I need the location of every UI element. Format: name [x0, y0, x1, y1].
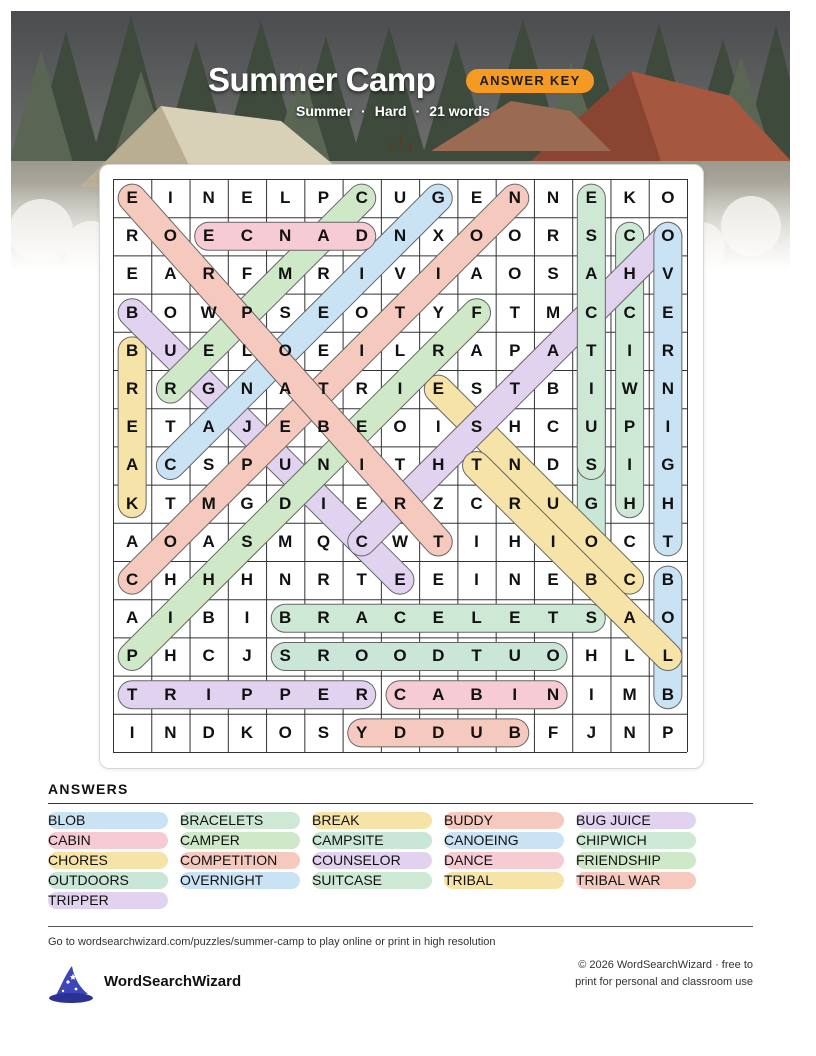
grid-letter: I [168, 608, 173, 628]
answer-key-badge: ANSWER KEY [466, 69, 594, 93]
grid-letter: L [394, 340, 406, 360]
answers-divider [48, 803, 753, 804]
grid-letter: W [200, 302, 217, 322]
grid-letter: I [244, 608, 250, 628]
grid-letter: M [201, 493, 216, 513]
grid-letter: T [126, 684, 138, 704]
grid-letter: A [355, 608, 368, 628]
grid-letter: E [317, 684, 330, 704]
grid-letter: O [163, 226, 178, 246]
grid-letter: S [470, 379, 483, 398]
answer-word: CHORES [48, 852, 168, 869]
grid-letter: I [627, 340, 632, 360]
answer-word: CANOEING [444, 832, 564, 849]
grid-letter: A [470, 340, 483, 360]
answer-word: BREAK [312, 812, 432, 829]
grid-letter: I [397, 379, 403, 398]
grid-letter: S [585, 455, 597, 475]
difficulty-label: Hard [374, 103, 407, 119]
grid-letter: B [470, 684, 483, 704]
grid-letter: H [202, 570, 215, 589]
grid-letter: G [202, 379, 216, 398]
grid-letter: R [661, 340, 674, 360]
grid-letter: A [623, 608, 636, 628]
grid-letter: O [508, 264, 522, 284]
grid-letter: K [240, 722, 254, 742]
grid-letter: H [164, 570, 177, 589]
answer-word: BLOB [48, 812, 168, 829]
grid-letter: H [508, 531, 521, 551]
grid-letter: A [470, 264, 483, 284]
grid-letter: B [202, 608, 215, 628]
grid-letter: C [355, 531, 368, 551]
grid-letter: U [279, 455, 292, 475]
grid-letter: E [356, 417, 368, 437]
grid-letter: R [355, 379, 368, 398]
answer-word: TRIBAL [444, 872, 564, 889]
grid-letter: C [125, 570, 139, 589]
grid-letter: S [202, 455, 215, 475]
grid-letter: O [661, 226, 675, 246]
grid-letter: E [470, 188, 483, 207]
grid-letter: D [393, 722, 407, 742]
grid-letter: V [662, 264, 674, 284]
grid-letter: A [125, 455, 139, 475]
grid-letter: Q [316, 531, 331, 551]
grid-letter: F [241, 264, 253, 284]
grid-letter: A [202, 417, 215, 437]
grid-letter: A [546, 340, 560, 360]
grid-letter: R [317, 646, 330, 666]
grid-letter: D [546, 455, 560, 475]
grid-letter: N [202, 188, 215, 207]
grid-letter: R [202, 264, 215, 284]
grid-letter: F [547, 722, 559, 742]
grid-letter: N [508, 570, 521, 589]
grid-letter: P [317, 188, 330, 207]
meta-separator: · [361, 103, 366, 119]
grid-letter: L [241, 340, 253, 360]
answer-word: CAMPSITE [312, 832, 432, 849]
answer-word: BUDDY [444, 812, 564, 829]
grid-letter: R [125, 226, 139, 246]
grid-letter: I [550, 531, 556, 551]
grid-letter: E [432, 570, 444, 589]
answer-word: SUITCASE [312, 872, 432, 889]
grid-letter: I [168, 188, 173, 207]
grid-letter: T [165, 493, 176, 513]
grid-letter: E [126, 417, 138, 437]
footer-divider [48, 926, 753, 927]
grid-letter: I [474, 531, 479, 551]
copyright-text: © 2026 WordSearchWizard · free to print for personal and classroom use [575, 959, 753, 988]
grid-letter: P [241, 684, 253, 704]
grid-letter: E [126, 264, 138, 284]
grid-letter: G [584, 493, 598, 513]
grid-letter: C [355, 188, 368, 207]
grid-letter: O [278, 340, 292, 360]
grid-letter: P [241, 302, 253, 322]
grid-letter: N [546, 188, 560, 207]
grid-letter: N [661, 379, 674, 398]
grid-letter: O [469, 226, 484, 246]
grid-letter: I [474, 570, 479, 589]
grid-letter: O [661, 188, 675, 207]
grid-letter: T [433, 531, 444, 551]
answer-word: OUTDOORS [48, 872, 168, 889]
brand-name: WordSearchWizard [104, 973, 242, 990]
grid-letter: J [586, 722, 597, 742]
answer-word: COMPETITION [180, 852, 300, 869]
grid-letter: E [317, 340, 330, 360]
grid-letter: C [393, 684, 407, 704]
grid-letter: J [242, 417, 252, 437]
grid-letter: B [585, 570, 598, 589]
grid-letter: U [546, 493, 560, 513]
grid-letter: H [585, 646, 598, 666]
grid-letter: N [240, 379, 254, 398]
grid-letter: E [432, 379, 444, 398]
grid-letter: F [471, 302, 482, 322]
answer-word: FRIENDSHIP [576, 852, 696, 869]
grid-letter: T [471, 646, 482, 666]
grid-letter: R [546, 226, 560, 246]
grid-letter: P [662, 722, 674, 742]
answer-word: TRIPPER [48, 892, 168, 909]
grid-letter: P [623, 417, 636, 437]
grid-letter: C [202, 646, 215, 666]
answer-word: CABIN [48, 832, 168, 849]
grid-letter: J [242, 646, 252, 666]
grid-letter: A [125, 608, 139, 628]
grid-letter: S [470, 417, 483, 437]
grid-letter: I [512, 684, 518, 704]
grid-letter: E [662, 302, 674, 322]
grid-letter: H [508, 417, 521, 437]
grid-letter: P [126, 646, 138, 666]
grid-letter: C [164, 455, 177, 475]
grid-letter: N [393, 226, 407, 246]
grid-letter: H [432, 455, 445, 475]
grid-letter: H [164, 646, 177, 666]
answer-word: TRIBAL WAR [576, 872, 696, 889]
grid-letter: U [470, 722, 483, 742]
meta-separator: · [415, 103, 421, 119]
grid-letter: I [665, 417, 671, 437]
grid-letter: O [661, 608, 675, 628]
grid-letter: N [508, 188, 521, 207]
grid-letter: A [432, 684, 445, 704]
grid-letter: E [317, 302, 330, 322]
grid-letter: T [509, 302, 520, 322]
grid-letter: S [585, 226, 597, 246]
grid-letter: B [125, 302, 139, 322]
grid-letter: B [661, 570, 674, 589]
grid-letter: L [471, 608, 482, 628]
grid-letter: H [661, 493, 674, 513]
grid-letter: R [393, 493, 407, 513]
grid-letter: R [432, 340, 445, 360]
grid-letter: K [623, 188, 636, 207]
word-count-label: 21 words [429, 103, 490, 119]
grid-letter: T [471, 455, 482, 475]
grid-letter: E [126, 188, 138, 207]
grid-letter: E [585, 188, 597, 207]
grid-letter: S [585, 608, 597, 628]
grid-letter: D [432, 722, 445, 742]
grid-letter: D [279, 493, 292, 513]
grid-letter: R [164, 684, 177, 704]
grid-letter: C [623, 570, 636, 589]
grid-letter: S [241, 531, 253, 551]
theme-label: Summer [296, 103, 353, 119]
grid-letter: S [547, 264, 559, 284]
grid-letter: O [393, 646, 407, 666]
letter-grid [113, 179, 687, 752]
grid-letter: C [585, 302, 598, 322]
grid-letter: R [317, 608, 330, 628]
grid-letter: U [393, 188, 407, 207]
grid-letter: C [623, 226, 636, 246]
grid-letter: A [279, 379, 292, 398]
grid-letter: L [624, 646, 635, 666]
grid-letter: E [241, 188, 253, 207]
grid-letter: B [125, 340, 139, 360]
grid-letter: G [431, 188, 445, 207]
grid-letter: C [546, 417, 560, 437]
grid-letter: D [202, 722, 215, 742]
grid-letter: B [508, 722, 521, 742]
grid-letter: I [129, 722, 135, 742]
grid-letter: N [317, 455, 330, 475]
grid-letter: H [623, 264, 636, 284]
answer-word: DANCE [444, 852, 564, 869]
grid-letter: I [359, 455, 365, 475]
grid-letter: D [355, 226, 368, 246]
grid-letter: U [585, 417, 598, 437]
grid-letter: B [546, 379, 560, 398]
answer-word: CAMPER [180, 832, 300, 849]
grid-letter: T [318, 379, 329, 398]
grid-letter: K [125, 493, 139, 513]
grid-letter: I [359, 264, 365, 284]
grid-letter: R [125, 379, 139, 398]
grid-letter: E [394, 570, 406, 589]
answer-word: COUNSELOR [312, 852, 432, 869]
grid-letter: I [321, 493, 326, 513]
grid-letter: N [279, 570, 292, 589]
grid-letter: W [391, 531, 409, 551]
grid-letter: P [509, 340, 521, 360]
grid-letter: I [359, 340, 365, 360]
answer-word: BUG JUICE [576, 812, 696, 829]
grid-letter: W [621, 379, 638, 398]
grid-letter: O [163, 302, 178, 322]
grid-letter: O [393, 417, 407, 437]
grid-letter: U [164, 340, 177, 360]
footer-link-text[interactable]: Go to wordsearchwizard.com/puzzles/summer-camp to play online or print in high resolution [48, 936, 496, 948]
grid-letter: P [241, 455, 253, 475]
puzzle-meta [296, 103, 490, 119]
grid-letter: A [202, 531, 215, 551]
grid-letter: O [355, 646, 369, 666]
grid-letter: C [240, 226, 254, 246]
grid-letter: C [623, 302, 636, 322]
grid-letter: I [206, 684, 212, 704]
grid-letter: G [661, 455, 675, 475]
grid-letter: I [588, 379, 594, 398]
grid-letter: M [545, 302, 561, 322]
grid-letter: H [240, 570, 254, 589]
grid-letter: T [394, 455, 406, 475]
grid-letter: C [623, 531, 636, 551]
grid-letter: X [432, 226, 444, 246]
grid-letter: R [317, 570, 330, 589]
grid-letter: I [588, 684, 594, 704]
grid-letter: E [279, 417, 291, 437]
grid-letter: A [125, 531, 139, 551]
grid-letter: N [623, 722, 636, 742]
grid-letter: Y [432, 302, 444, 322]
grid-letter: I [627, 455, 632, 475]
grid-letter: D [432, 646, 445, 666]
grid-letter: N [546, 684, 560, 704]
grid-letter: B [279, 608, 292, 628]
answer-word: CHIPWICH [576, 832, 696, 849]
grid-letter: Y [356, 722, 368, 742]
grid-letter: I [435, 417, 441, 437]
grid-letter: S [317, 722, 330, 742]
grid-letter: I [435, 264, 441, 284]
grid-letter: M [278, 531, 293, 551]
grid-letter: E [202, 340, 215, 360]
grid-letter: C [393, 608, 407, 628]
grid-letter: O [584, 531, 598, 551]
grid-letter: H [623, 493, 636, 513]
grid-letter: G [240, 493, 254, 513]
grid-letter: T [356, 570, 367, 589]
grid-letter: T [394, 302, 406, 322]
grid-letter: N [279, 226, 292, 246]
grid-letter: U [508, 646, 521, 666]
grid-letter: O [278, 722, 292, 742]
grid-letter: M [278, 264, 293, 284]
grid-letter: R [164, 379, 177, 398]
grid-letter: E [356, 493, 368, 513]
grid-letter: A [164, 264, 177, 284]
grid-letter: O [508, 226, 522, 246]
grid-letter: M [622, 684, 637, 704]
answer-word: BRACELETS [180, 812, 300, 829]
grid-letter: O [355, 302, 369, 322]
grid-letter: V [394, 264, 406, 284]
grid-letter: E [547, 570, 559, 589]
grid-letter: P [279, 684, 291, 704]
grid-letter: Z [433, 493, 444, 513]
grid-letter: S [279, 646, 291, 666]
answer-word: OVERNIGHT [180, 872, 300, 889]
grid-letter: R [508, 493, 521, 513]
grid-letter: B [317, 417, 330, 437]
grid-letter: L [662, 646, 674, 666]
grid-letter: T [165, 417, 176, 437]
grid-letter: T [662, 531, 674, 551]
grid-letter: R [317, 264, 330, 284]
grid-letter: R [355, 684, 368, 704]
grid-letter: E [509, 608, 521, 628]
grid-letter: T [586, 340, 597, 360]
grid-letter: T [509, 379, 520, 398]
grid-letter: E [202, 226, 215, 246]
grid-letter: C [470, 493, 483, 513]
puzzle-title: Summer Camp [208, 61, 436, 98]
grid-letter: T [547, 608, 559, 628]
answers-heading: ANSWERS [48, 781, 129, 797]
grid-letter: N [508, 455, 521, 475]
grid-letter: L [280, 188, 291, 207]
grid-letter: B [661, 684, 674, 704]
grid-letter: S [279, 302, 291, 322]
grid-letter: E [432, 608, 444, 628]
grid-letter: O [546, 646, 560, 666]
grid-letter: A [585, 264, 598, 284]
grid-letter: A [317, 226, 330, 246]
grid-letter: N [164, 722, 177, 742]
wizard-hat-icon [46, 964, 94, 1004]
grid-letter: O [163, 531, 178, 551]
